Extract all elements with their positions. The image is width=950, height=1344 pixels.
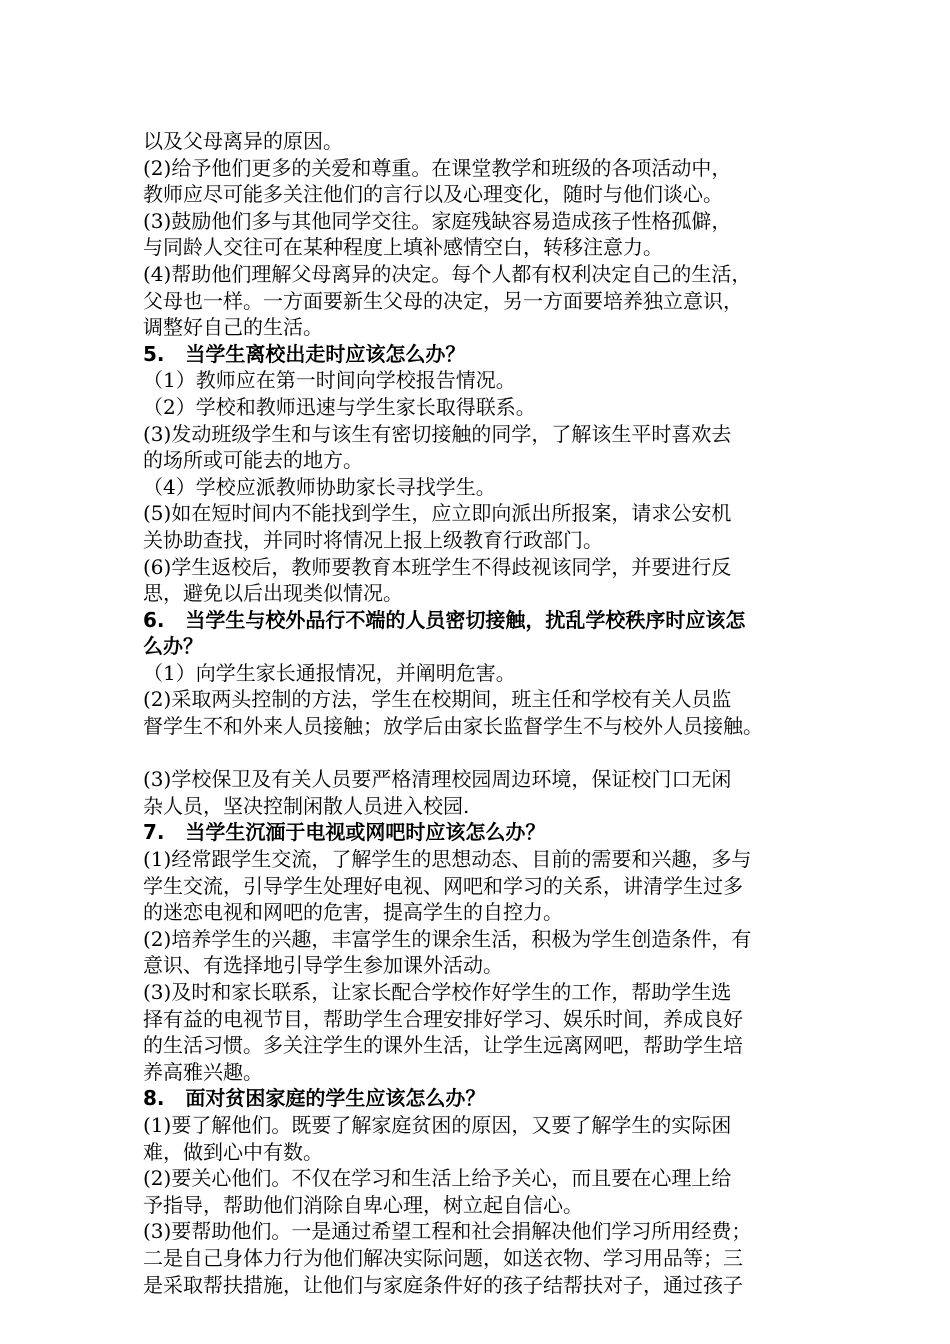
text-line: 调整好自己的生活。 (143, 315, 323, 340)
text-line: 教师应尽可能多关注他们的言行以及心理变化，随时与他们谈心。 (143, 182, 723, 207)
text-line: (3)及时和家长联系，让家长配合学校作好学生的工作，帮助学生选 (143, 980, 732, 1004)
section-heading: 6. 当学生与校外品行不端的人员密切接触，扰乱学校秩序时应该怎 (143, 607, 746, 632)
document-body (143, 128, 823, 1298)
text-line: (2)采取两头控制的方法，学生在校期间，班主任和学校有关人员监 (143, 687, 732, 712)
text-line: 养高雅兴趣。 (143, 1059, 263, 1084)
text-line: （4）学校应派教师协助家长寻找学生。 (143, 474, 496, 499)
text-line: （1）教师应在第一时间向学校报告情况。 (143, 368, 516, 393)
section-heading: 么办？ (143, 634, 203, 659)
text-line: 的场所或可能去的地方。 (143, 448, 363, 473)
blank-line (143, 740, 823, 767)
text-line: (3)鼓励他们多与其他同学交往。家庭残缺容易造成孩子性格孤僻， (143, 208, 732, 233)
text-line: (5)如在短时间内不能找到学生，应立即向派出所报案，请求公安机 (143, 501, 732, 526)
text-line: (2)培养学生的兴趣，丰富学生的课余生活，积极为学生创造条件，有 (143, 926, 752, 951)
text-line: （2）学校和教师迅速与学生家长取得联系。 (143, 394, 536, 419)
text-line: (3)发动班级学生和与该生有密切接触的同学，了解该生平时喜欢去 (143, 421, 732, 446)
text-line: 学生交流，引导学生处理好电视、网吧和学习的关系，讲清学生过多 (143, 873, 743, 898)
text-line: 杂人员，坚决控制闲散人员进入校园. (143, 793, 470, 818)
text-line: (2)给予他们更多的关爱和尊重。在课堂教学和班级的各项活动中， (143, 155, 732, 180)
section-heading: 8. 面对贫困家庭的学生应该怎么办？ (143, 1086, 486, 1111)
text-line: 是采取帮扶措施，让他们与家庭条件好的孩子结帮扶对子，通过孩子 (143, 1272, 743, 1297)
text-line: 思，避免以后出现类似情况。 (143, 581, 403, 606)
text-line: 父母也一样。一方面要新生父母的决定，另一方面要培养独立意识， (143, 288, 743, 313)
text-line: 以及父母离异的原因。 (143, 129, 343, 153)
text-line: (6)学生返校后，教师要教育本班学生不得歧视该同学，并要进行反 (143, 554, 732, 579)
text-line: 难，做到心中有数。 (143, 1139, 323, 1164)
text-line: 的迷恋电视和网吧的危害，提高学生的自控力。 (143, 900, 563, 925)
text-line: (3)要帮助他们。一是通过希望工程和社会捐解决他们学习所用经费； (143, 1219, 752, 1244)
text-line: 二是自己身体力行为他们解决实际问题，如送衣物、学习用品等；三 (143, 1245, 743, 1270)
text-line: (4)帮助他们理解父母离异的决定。每个人都有权利决定自己的生活， (143, 261, 752, 286)
text-line: (3)学校保卫及有关人员要严格清理校园周边环境，保证校门口无闲 (143, 767, 732, 792)
section-heading: 7. 当学生沉湎于电视或网吧时应该怎么办？ (143, 820, 546, 845)
text-line: 与同龄人交往可在某种程度上填补感情空白，转移注意力。 (143, 235, 663, 260)
text-line: (2)要关心他们。不仅在学习和生活上给予关心，而且要在心理上给 (143, 1166, 732, 1191)
text-line: (1)经常跟学生交流，了解学生的思想动态、目前的需要和兴趣，多与 (143, 847, 752, 872)
text-line: 予指导，帮助他们消除自卑心理，树立起自信心。 (143, 1192, 583, 1217)
text-line: （1）向学生家长通报情况，并阐明危害。 (143, 660, 516, 685)
text-line: 督学生不和外来人员接触；放学后由家长监督学生不与校外人员接触。 (143, 714, 763, 739)
text-line: 意识、有选择地引导学生参加课外活动。 (143, 953, 503, 978)
text-line: 关协助查找，并同时将情况上报上级教育行政部门。 (143, 527, 603, 552)
text-line: 的生活习惯。多关注学生的课外生活，让学生远离网吧，帮助学生培 (143, 1033, 743, 1058)
text-line: 择有益的电视节目，帮助学生合理安排好学习、娱乐时间，养成良好 (143, 1006, 743, 1031)
text-line: (1)要了解他们。既要了解家庭贫困的原因，又要了解学生的实际困 (143, 1112, 732, 1137)
section-heading: 5. 当学生离校出走时应该怎么办？ (143, 341, 466, 366)
